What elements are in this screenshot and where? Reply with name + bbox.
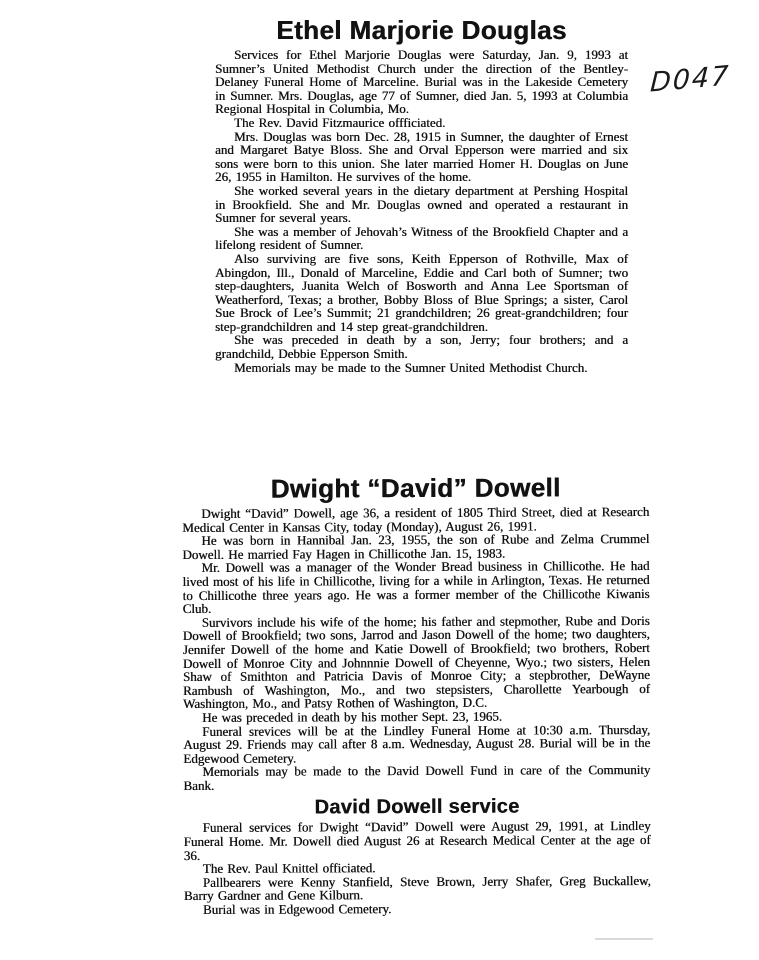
obituary-subtitle: David Dowell service — [314, 796, 520, 819]
obituary-paragraph: The Rev. Paul Knittel officiated. — [202, 860, 376, 877]
obituary-title: Ethel Marjorie Douglas — [276, 15, 567, 45]
obituary-paragraph: Survivors include his wife of the home; his father and stepmother, Rube and Doris Dowell of Brookfield; two sons, Jarrod and Jason Dowell of the home; two daughters, Jennifer Dowell of the home and Katie Dowell of Brookfield; two brothers, Robert Dowell of Monroe City and Johnnnie Dowell of Cheyenne, Wyo.; two sisters, Helen Shaw of Smithton and Patricia Davis of Monroe City; a stepbrother, DeWayne Rambush of Washington, Mo., and two stepsisters, Charollette Yearbough of Washington, Mo., and Patsy Rothen of Washington, D.C. — [182, 612, 651, 712]
obituary-paragraph: Funeral services for Dwight “David” Dowell were August 29, 1991, at Lindley Funeral Home. Mr. Dowell died August 26 at Research Medical Center at the age of 36. — [183, 818, 651, 863]
obituary-paragraph: The Rev. David Fitzmaurice offficiated. — [234, 114, 446, 130]
obituary-paragraph: Pallbearers were Kenny Stanfield, Steve Brown, Jerry Shafer, Greg Buckallew, Barry Gardner and Gene Kilburn. — [183, 872, 651, 904]
obituary-david-dowell-service — [183, 795, 651, 916]
handwritten-annotation: D047 — [649, 60, 731, 99]
obituary-paragraph: Also surviving are five sons, Keith Epperson of Rothville, Max of Abingdon, Ill., Donald of Marceline, Eddie and Carl both of Sumner; two step-daughters, Juanita Welch of Bosworth and Anna Lee Sportsman of Weatherford, Texas; a brother, Bobby Bloss of Blue Springs; a sister, Carol Sue Brock of Lee’s Summit; 21 grandchildren; 26 great-grandchildren; four step-grandchildren and 14 step great-grandchildren. — [215, 250, 628, 334]
obituary-paragraph: She was preceded in death by a son, Jerry; four brothers; and a grandchild, Debbie Epperson Smith. — [215, 332, 628, 362]
obituary-paragraph: Funeral srevices will be at the Lindley Funeral Home at 10:30 a.m. Thursday, August 29. Friends may call after 8 a.m. Wednesday, August 28. Burial will be in the Edgewood Cemetery. — [183, 721, 651, 766]
obituary-paragraph: He was born in Hannibal Jan. 23, 1955, the son of Rube and Zelma Crummel Dowell. He married Fay Hagen in Chillicothe Jan. 15, 1983. — [182, 531, 650, 562]
lower-section — [182, 473, 651, 917]
scan-artifact-line — [595, 938, 653, 940]
obituary-paragraph: Memorials may be made to the David Dowell Fund in care of the Community Bank. — [183, 762, 651, 793]
obituary-paragraph: She was a member of Jehovah’s Witness of the Brookfield Chapter and a lifelong resident of Sumner. — [215, 223, 628, 253]
obituary-paragraph: Services for Ethel Marjorie Douglas were Saturday, Jan. 9, 1993 at Sumner’s United Methodist Church under the direction of the Bentley-Delaney Funeral Home of Marceline. Burial was in the Lakeside Cemetery in Sumner. Mrs. Douglas, age 77 of Sumner, died Jan. 5, 1993 at Columbia Regional Hospital in Columbia, Mo. — [215, 47, 628, 117]
obituary-paragraph: Mr. Dowell was a manager of the Wonder Bread business in Chillicothe. He had lived most of his life in Chillicothe, living for a while in Arlington, Texas. He returned to Chillicothe three years ago. He was a former member of the Chillicothe Kiwanis Club. — [182, 558, 650, 617]
obituary-ethel-douglas — [215, 16, 628, 374]
obituary-paragraph: He was preceded in death by his mother Sept. 23, 1965. — [202, 708, 503, 725]
obituary-title: Dwight “David” Dowell — [270, 472, 561, 504]
obituary-paragraph: Mrs. Douglas was born Dec. 28, 1915 in Sumner, the daughter of Ernest and Margaret Batye Bloss. She and Orval Epperson were married and six sons were born to this union. She later married Homer H. Douglas on June 26, 1955 in Hamilton. He survives of the home. — [215, 128, 628, 185]
obituary-paragraph: Dwight “David” Dowell, age 36, a resident of 1805 Third Street, died at Research Medical Center in Kansas City, today (Monday), August 26, 1991. — [182, 503, 650, 535]
obituary-paragraph: Burial was in Edgewood Cemetery. — [202, 901, 392, 917]
obituary-paragraph: Memorials may be made to the Sumner United Methodist Church. — [234, 359, 588, 375]
obituary-paragraph: She worked several years in the dietary department at Pershing Hospital in Brookfield. She and Mr. Douglas owned and operated a restaurant in Sumner for several years. — [215, 182, 628, 226]
obituary-dwight-dowell — [182, 473, 650, 793]
